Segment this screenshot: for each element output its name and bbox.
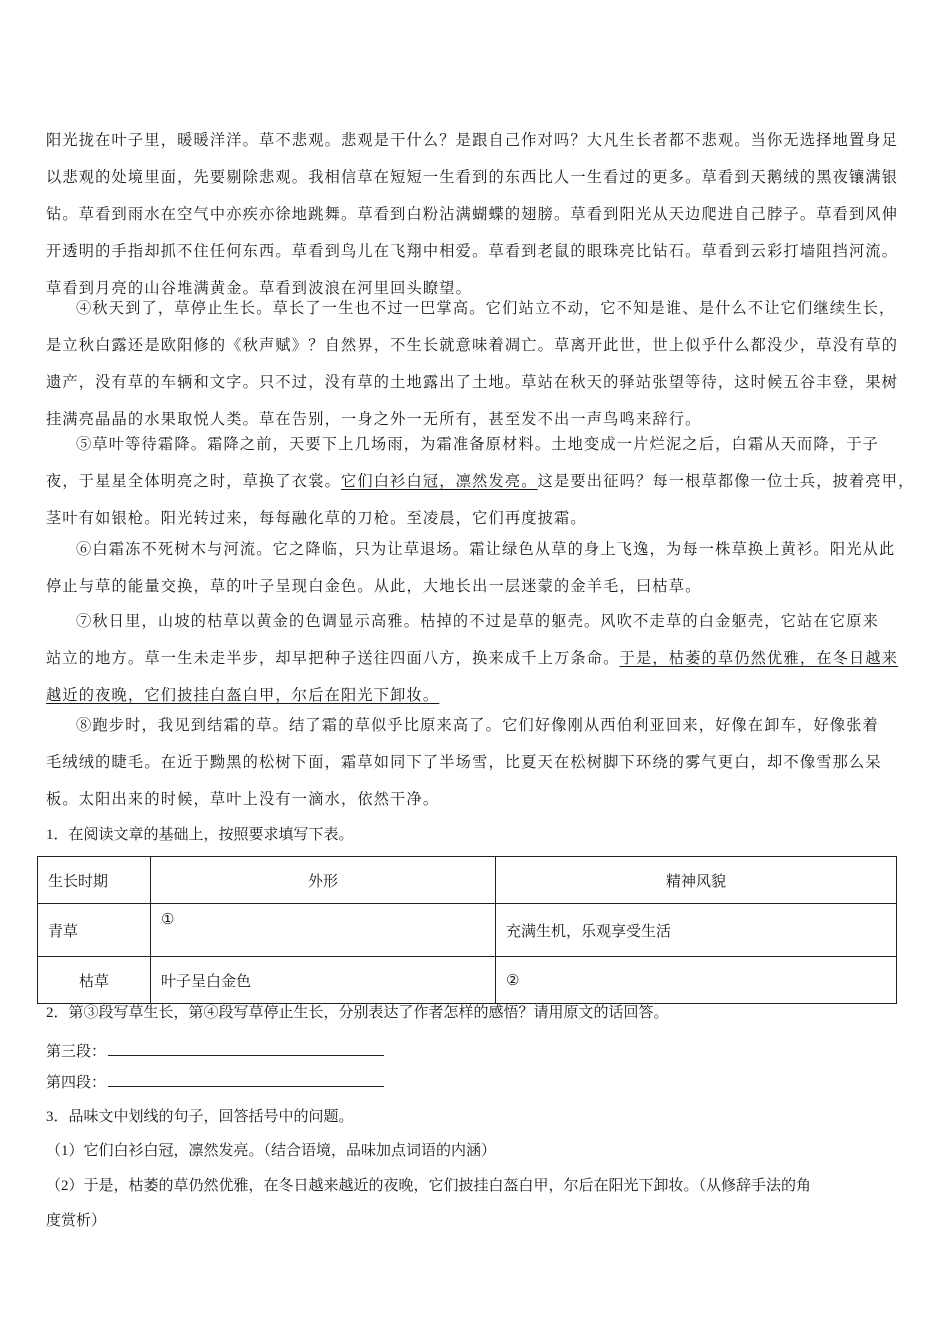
table-header-cell: 精神风貌 (496, 857, 897, 904)
text-line (46, 640, 908, 677)
answer-label: 第三段： (46, 1044, 107, 1060)
table-cell: 充满生机，乐观享受生活 (496, 904, 897, 957)
text-line: 以悲观的处境里面，先要剔除悲观。我相信草在短短一生看到的东西比人一生看过的更多。草看到天鹅绒的黑夜镶满银 (46, 168, 899, 186)
answer-blank-1[interactable]: ① (151, 904, 496, 957)
answer-blank-2[interactable]: ② (496, 957, 897, 1004)
answer-blank-3[interactable] (108, 1039, 384, 1056)
question-1: 1．在阅读文章的基础上，按照要求填写下表。 (46, 827, 354, 843)
text-line: 毛绒绒的睫毛。在近于黝黑的松树下面，霜草如同下了半场雪，比夏天在松树脚下环绕的雾气更白，却不像雪那么呆 (46, 753, 882, 771)
table-header-cell: 生长时期 (38, 857, 151, 904)
table-header-cell: 外形 (151, 857, 496, 904)
underlined-sentence-2-cont: 越近的夜晚，它们披挂白盔白甲，尔后在阳光下卸妆。 (46, 686, 440, 704)
paragraph-7 (46, 603, 908, 714)
text-segment: 这是要出征吗？每一根草都像一位士兵，披着亮甲， (537, 472, 915, 490)
paragraph-8 (46, 707, 908, 818)
table-row (38, 957, 897, 1004)
underlined-sentence-1: 它们白衫白冠，凛然发亮。 (340, 472, 538, 490)
text-line: 遗产，没有草的车辆和文字。只不过，没有草的土地露出了土地。草站在秋天的驿站张望等待，这时候五谷丰登，果树 (46, 373, 899, 391)
question-3-part-2-cont: 度赏析） (46, 1213, 107, 1229)
text-line: 阳光拢在叶子里，暖暖洋洋。草不悲观。悲观是干什么？是跟自己作对吗？大凡生长者都不悲观。当你无选择地置身足 (46, 131, 899, 149)
text-line: 板。太阳出来的时候，草叶上没有一滴水，依然干净。 (46, 790, 440, 808)
text-line: 钻。草看到雨水在空气中亦疾亦徐地跳舞。草看到白粉沾满蝴蝶的翅膀。草看到阳光从天边爬进自己脖子。草看到风伸 (46, 205, 899, 223)
text-line (46, 463, 915, 500)
text-line: 是立秋白露还是欧阳修的《秋声赋》？自然界，不生长就意味着凋亡。草离开此世，世上似乎什么都没少，草没有草的 (46, 336, 899, 354)
question-3-part-1: （1）它们白衫白冠，凛然发亮。（结合语境，品味加点词语的内涵） (46, 1143, 497, 1159)
paragraph-6 (46, 531, 908, 605)
table-cell: 叶子呈白金色 (151, 957, 496, 1004)
text-segment: 夜，于星星全体明亮之时，草换了衣裳。 (46, 472, 341, 490)
paragraph-5 (46, 426, 915, 537)
text-line: ⑥白霜冻不死树木与河流。它之降临，只为让草退场。霜让绿色从草的身上飞逸，为每一株草换上黄衫。阳光从此 (76, 540, 896, 558)
paragraph-3-continued (46, 122, 908, 307)
text-segment: 站立的地方。草一生未走半步，却早把种子送往四面八方，换来成千上万条命。 (46, 649, 620, 667)
text-line: 草看到月亮的山谷堆满黄金。草看到波浪在河里回头瞭望。 (46, 279, 473, 297)
table-row (38, 904, 897, 957)
answer-blank-4[interactable] (108, 1070, 384, 1087)
text-line: ⑦秋日里，山坡的枯草以黄金的色调显示高雅。枯掉的不过是草的躯壳。风吹不走草的白金躯壳，它站在它原来 (76, 612, 879, 630)
paragraph-4 (46, 290, 908, 438)
question-3: 3．品味文中划线的句子，回答括号中的问题。 (46, 1109, 354, 1125)
question-3-part-2: （2）于是，枯萎的草仍然优雅，在冬日越来越近的夜晚，它们披挂白盔白甲，尔后在阳光下卸妆。（从修辞手法的角 (46, 1178, 812, 1194)
text-line: ⑧跑步时，我见到结霜的草。结了霜的草似乎比原来高了。它们好像刚从西伯利亚回来，好像在卸车，好像张着 (76, 716, 879, 734)
table-cell: 青草 (38, 904, 151, 957)
text-line: 茎叶有如银枪。阳光转过来，每每融化草的刀枪。至凌晨，它们再度披霜。 (46, 509, 587, 527)
text-line: 挂满亮晶晶的水果取悦人类。草在告别，一身之外一无所有，甚至发不出一声鸟鸣来辞行。 (46, 410, 702, 428)
table-cell: 枯草 (38, 957, 151, 1004)
table-header-row (38, 857, 897, 904)
answer-table (37, 856, 897, 1004)
text-line: 开透明的手指却抓不住任何东西。草看到鸟儿在飞翔中相爱。草看到老鼠的眼珠亮比钻石。草看到云彩打墙阻挡河流。 (46, 242, 899, 260)
answer-line-4 (46, 1070, 384, 1095)
question-2: 2．第③段写草生长，第④段写草停止生长，分别表达了作者怎样的感悟？请用原文的话回答。 (46, 1005, 669, 1021)
underlined-sentence-2: 于是，枯萎的草仍然优雅，在冬日越来 (619, 649, 899, 667)
text-line: ④秋天到了，草停止生长。草长了一生也不过一巴掌高。它们站立不动，它不知是谁、是什么不让它们继续生长， (76, 299, 896, 317)
text-line: ⑤草叶等待霜降。霜降之前，天要下上几场雨，为霜准备原材料。土地变成一片烂泥之后，白霜从天而降，于子 (76, 435, 879, 453)
text-line: 停止与草的能量交换，草的叶子呈现白金色。从此，大地长出一层迷蒙的金羊毛，曰枯草。 (46, 577, 702, 595)
answer-label: 第四段： (46, 1075, 107, 1091)
answer-line-3 (46, 1039, 384, 1064)
